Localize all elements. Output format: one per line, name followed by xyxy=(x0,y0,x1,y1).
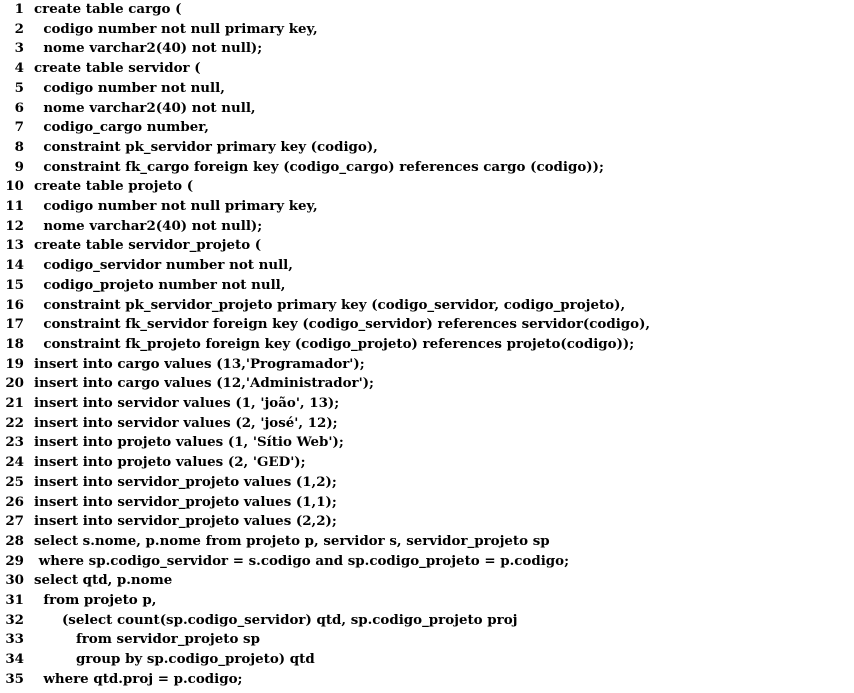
code-line xyxy=(4,433,344,453)
line-number: 26 xyxy=(5,493,24,510)
code-line xyxy=(4,118,209,138)
code-line xyxy=(4,650,315,670)
line-text: from servidor_projeto sp xyxy=(34,631,260,648)
line-number: 14 xyxy=(5,257,24,274)
code-line xyxy=(4,630,260,650)
code-line xyxy=(4,217,262,237)
code-line xyxy=(4,374,374,394)
line-number: 12 xyxy=(5,217,24,234)
line-number: 29 xyxy=(5,552,24,569)
line-text: codigo_servidor number not null, xyxy=(34,257,293,274)
code-line xyxy=(4,473,337,493)
code-line xyxy=(4,355,365,375)
line-text: where qtd.proj = p.codigo; xyxy=(34,670,243,687)
code-line xyxy=(4,591,156,611)
code-line xyxy=(4,20,318,40)
code-line xyxy=(4,414,338,434)
code-line xyxy=(4,532,550,552)
line-text: nome varchar2(40) not null); xyxy=(34,217,263,234)
code-line xyxy=(4,99,256,119)
line-number: 9 xyxy=(14,158,24,175)
line-text: insert into servidor_projeto values (2,2); xyxy=(34,513,337,530)
code-line xyxy=(4,79,225,99)
code-line xyxy=(4,335,634,355)
line-number: 25 xyxy=(5,473,24,490)
line-text: insert into servidor_projeto values (1,1); xyxy=(34,493,337,510)
code-line xyxy=(4,138,378,158)
line-number: 30 xyxy=(5,572,24,589)
line-text: where sp.codigo_servidor = s.codigo and sp.codigo_projeto = p.codigo; xyxy=(34,552,570,569)
code-line xyxy=(4,512,337,532)
line-number: 24 xyxy=(5,454,24,471)
line-number: 2 xyxy=(14,20,24,37)
line-text: constraint fk_cargo foreign key (codigo_cargo) references cargo (codigo)); xyxy=(34,158,604,175)
line-number: 8 xyxy=(14,138,24,155)
line-number: 22 xyxy=(5,414,24,431)
sql-code-listing xyxy=(4,0,854,693)
line-text: constraint pk_servidor primary key (codigo), xyxy=(34,138,378,155)
line-text: codigo number not null primary key, xyxy=(34,20,318,37)
code-line xyxy=(4,296,625,316)
line-number: 34 xyxy=(5,651,24,668)
line-text: insert into servidor values (1, 'joão', 13); xyxy=(34,395,340,411)
line-text: insert into projeto values (2, 'GED'); xyxy=(34,454,306,471)
line-text: insert into cargo values (13,'Programador'); xyxy=(34,355,365,372)
code-line xyxy=(4,236,261,256)
line-number: 32 xyxy=(5,611,24,628)
line-text: insert into servidor_projeto values (1,2); xyxy=(34,473,337,490)
line-text: constraint pk_servidor_projeto primary key (codigo_servidor, codigo_projeto), xyxy=(34,296,626,313)
code-line xyxy=(4,39,262,59)
line-number: 4 xyxy=(14,60,24,77)
line-text: insert into projeto values (1, 'Sítio Web'); xyxy=(34,434,344,451)
code-line xyxy=(4,177,193,197)
line-text: create table cargo ( xyxy=(34,1,182,17)
code-line xyxy=(4,453,306,473)
line-number: 17 xyxy=(5,316,24,333)
line-number: 28 xyxy=(5,532,24,549)
code-line xyxy=(4,611,517,631)
line-number: 33 xyxy=(5,631,24,648)
line-text: constraint fk_servidor foreign key (codigo_servidor) references servidor(codigo), xyxy=(34,316,651,333)
line-number: 16 xyxy=(5,296,24,313)
code-line xyxy=(4,571,172,591)
line-text: create table projeto ( xyxy=(34,178,194,195)
line-text: select qtd, p.nome xyxy=(34,572,173,589)
line-text: insert into cargo values (12,'Administrador'); xyxy=(34,375,374,392)
line-number: 10 xyxy=(5,178,24,195)
code-line xyxy=(4,158,604,178)
code-line xyxy=(4,315,650,335)
line-text: nome varchar2(40) not null); xyxy=(34,40,263,57)
line-text: select s.nome, p.nome from projeto p, servidor s, servidor_projeto sp xyxy=(34,532,550,549)
line-number: 31 xyxy=(5,592,24,608)
line-number: 23 xyxy=(5,434,24,451)
line-text: create table servidor ( xyxy=(34,60,201,77)
code-line xyxy=(4,493,337,513)
line-number: 27 xyxy=(5,513,24,530)
line-number: 35 xyxy=(5,670,24,687)
line-number: 20 xyxy=(5,375,24,392)
code-line xyxy=(4,59,201,79)
code-line xyxy=(4,670,242,690)
line-text: create table servidor_projeto ( xyxy=(34,237,262,254)
code-line xyxy=(4,197,318,217)
line-text: from projeto p, xyxy=(34,592,157,608)
code-line xyxy=(4,256,293,276)
line-text: codigo_cargo number, xyxy=(34,119,209,136)
line-text: nome varchar2(40) not null, xyxy=(34,99,256,116)
line-text: (select count(sp.codigo_servidor) qtd, sp.codigo_projeto proj xyxy=(34,611,518,628)
line-number: 19 xyxy=(5,355,24,372)
line-number: 13 xyxy=(5,237,24,254)
line-number: 15 xyxy=(5,276,24,293)
line-number: 11 xyxy=(5,198,24,214)
line-text: group by sp.codigo_projeto) qtd xyxy=(34,651,315,668)
line-number: 3 xyxy=(14,40,24,57)
line-text: constraint fk_projeto foreign key (codigo_projeto) references projeto(codigo)); xyxy=(34,335,635,352)
line-text: insert into servidor values (2, 'josé', 12); xyxy=(34,414,338,431)
code-line xyxy=(4,276,285,296)
line-number: 21 xyxy=(5,395,24,411)
line-text: codigo_projeto number not null, xyxy=(34,276,286,293)
line-number: 1 xyxy=(14,1,24,17)
line-text: codigo number not null, xyxy=(34,79,225,96)
line-text: codigo number not null primary key, xyxy=(34,198,318,214)
line-number: 7 xyxy=(14,119,24,136)
code-line xyxy=(4,552,569,572)
line-number: 18 xyxy=(5,335,24,352)
code-line xyxy=(4,0,181,20)
line-number: 5 xyxy=(14,79,24,96)
code-line xyxy=(4,394,339,414)
line-number: 6 xyxy=(14,99,24,116)
